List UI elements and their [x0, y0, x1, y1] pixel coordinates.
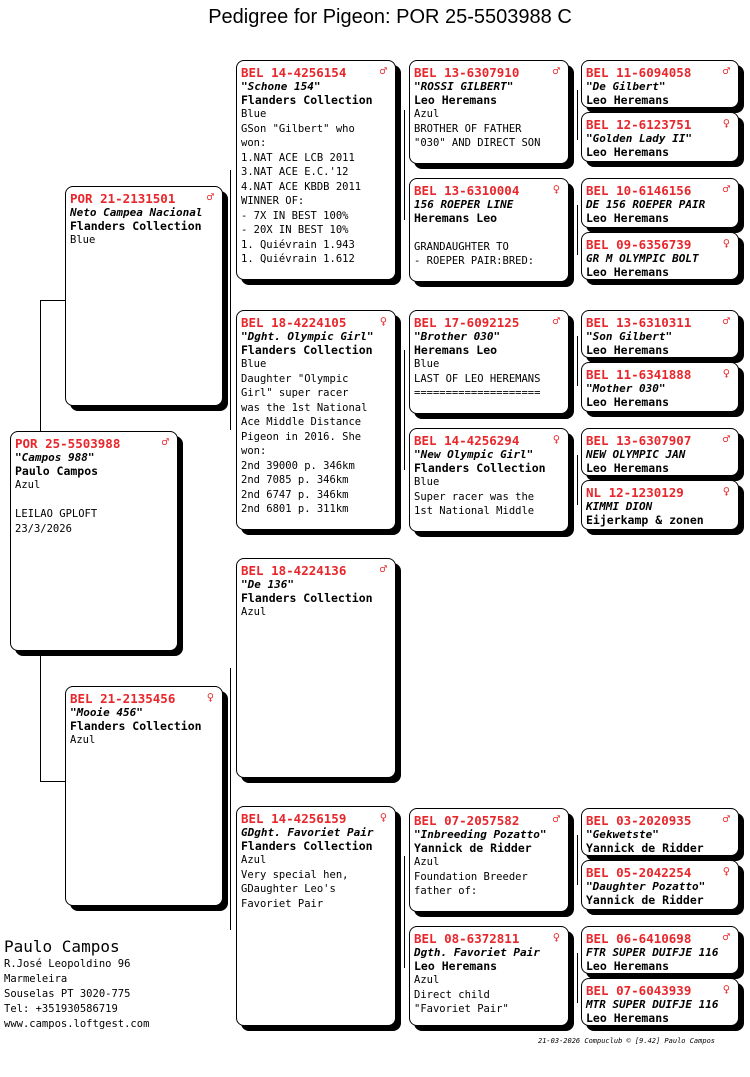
sds-card[interactable]	[409, 310, 569, 414]
ring-number: BEL 13-6310004	[414, 183, 520, 198]
info-line: 4.NAT ACE KBDB 2011	[241, 180, 362, 193]
owner-name: Flanders Collection	[241, 343, 373, 357]
g4-card[interactable]	[581, 926, 739, 974]
male-icon: ♂	[552, 64, 560, 78]
info-line: 1st National Middle	[414, 505, 535, 517]
g4-card[interactable]	[581, 178, 739, 228]
info-line: Blue	[414, 358, 440, 370]
pigeon-name: "Son Gilbert"	[586, 330, 673, 343]
info-line: 2nd 39000 p. 346km	[241, 459, 355, 472]
info-line: Very special hen,	[241, 868, 349, 881]
g4-card[interactable]	[581, 480, 739, 530]
pigeon-name: "Daughter Pozatto"	[586, 880, 706, 893]
info-line: won:	[241, 445, 267, 457]
male-icon: ♂	[722, 432, 730, 446]
connector-line	[577, 455, 578, 505]
pigeon-name: Dgth. Favoriet Pair	[414, 946, 540, 959]
owner-name: Leo Heremans	[414, 93, 498, 107]
female-icon: ♀	[552, 182, 560, 196]
g4-card[interactable]	[581, 112, 739, 162]
owner-name: Leo Heremans	[586, 343, 670, 357]
g4-card[interactable]	[581, 232, 739, 280]
pigeon-name: MTR SUPER DUIFJE 116	[586, 998, 719, 1011]
male-icon: ♂	[552, 812, 560, 826]
connector-line	[230, 170, 231, 430]
pigeon-name: KIMMI DION	[586, 500, 653, 513]
info-line: - 7X IN BEST 100%	[241, 209, 349, 222]
ring-number: BEL 14-4256294	[414, 433, 520, 448]
ring-number: BEL 18-4224136	[241, 563, 347, 578]
owner-name: Paulo Campos	[15, 464, 99, 478]
owner-name: Leo Heremans	[586, 1011, 670, 1025]
male-icon: ♂	[722, 182, 730, 196]
connector-line	[404, 856, 405, 968]
female-icon: ♀	[379, 810, 387, 824]
female-icon: ♀	[722, 236, 730, 250]
dam-sire-card[interactable]	[236, 558, 396, 778]
pigeon-name: "Inbreeding Pozatto"	[414, 828, 547, 841]
ring-number: BEL 07-6043939	[586, 983, 692, 998]
sdd-card[interactable]	[409, 428, 569, 532]
info-line: Azul	[241, 854, 267, 866]
ring-number: NL 12-1230129	[586, 485, 684, 500]
info-line: - ROEPER PAIR:BRED:	[414, 255, 535, 267]
ring-number: BEL 11-6341888	[586, 367, 692, 382]
male-icon: ♂	[161, 435, 169, 449]
footer-text: 21-03-2026 Compuclub © [9.42] Paulo Campos	[538, 1037, 716, 1045]
female-icon: ♀	[206, 690, 214, 704]
owner-name: Yannick de Ridder	[586, 893, 704, 907]
male-icon: ♂	[552, 314, 560, 328]
dds-card[interactable]	[409, 808, 569, 912]
pigeon-name: DE 156 ROEPER PAIR	[586, 198, 706, 211]
female-icon: ♀	[722, 982, 730, 996]
ring-number: BEL 09-6356739	[586, 237, 692, 252]
owner-name: Flanders Collection	[241, 93, 373, 107]
pigeon-name: Neto Campea Nacional	[70, 206, 203, 219]
female-icon: ♀	[722, 864, 730, 878]
pigeon-name: "De 136"	[241, 578, 294, 591]
ring-number: BEL 10-6146156	[586, 183, 692, 198]
owner-name: Leo Heremans	[586, 265, 670, 279]
pigeon-name: "Campos 988"	[15, 451, 95, 464]
info-line: 1. Quiévrain 1.612	[241, 253, 355, 265]
connector-line	[40, 300, 65, 301]
page-title: Pedigree for Pigeon: POR 25-5503988 C	[208, 6, 572, 28]
info-line: father of:	[414, 885, 478, 897]
breeder-info	[4, 937, 149, 1032]
owner-name: Yannick de Ridder	[414, 841, 532, 855]
info-line: Azul	[70, 734, 96, 746]
pigeon-name: FTR SUPER DUIFJE 116	[586, 946, 719, 959]
female-icon: ♀	[722, 484, 730, 498]
ring-number: BEL 12-6123751	[586, 117, 692, 132]
info-line: LEILAO GPLOFT	[15, 508, 98, 520]
info-line: 1. Quiévrain 1.943	[241, 238, 355, 251]
ring-number: BEL 21-2135456	[70, 691, 176, 706]
subject-card[interactable]	[10, 431, 178, 651]
male-icon: ♂	[379, 64, 387, 78]
info-line: Pigeon in 2016. She	[241, 430, 362, 443]
ring-number: BEL 17-6092125	[414, 315, 520, 330]
info-line: Azul	[414, 856, 440, 868]
info-line: Ace Middle Distance	[241, 416, 362, 428]
connector-line	[577, 835, 578, 885]
sss-card[interactable]	[409, 60, 569, 164]
owner-name: Heremans Leo	[414, 343, 498, 357]
info-line	[414, 225, 564, 240]
info-line: LAST OF LEO HEREMANS	[414, 372, 541, 385]
owner-name: Flanders Collection	[414, 461, 546, 475]
ring-number: POR 21-2131501	[70, 191, 176, 206]
info-line: 1.NAT ACE LCB 2011	[241, 151, 355, 164]
pigeon-name: GR M OLYMPIC BOLT	[586, 252, 699, 265]
g4-card[interactable]	[581, 60, 739, 108]
info-line: 2nd 7085 p. 346km	[241, 474, 349, 486]
pigeon-name: "Mother 030"	[586, 382, 666, 395]
male-icon: ♂	[206, 190, 214, 204]
pigeon-name: NEW OLYMPIC JAN	[586, 448, 686, 461]
owner-name: Heremans Leo	[414, 211, 498, 225]
info-line: ====================	[414, 387, 541, 399]
breeder-name: Paulo Campos	[4, 937, 120, 956]
ssd-card[interactable]	[409, 178, 569, 282]
info-line: GDaughter Leo's	[241, 883, 336, 895]
info-line: Daughter "Olympic	[241, 372, 349, 385]
g4-card[interactable]	[581, 428, 739, 476]
ring-number: POR 25-5503988	[15, 436, 121, 451]
breeder-website[interactable]: www.campos.loftgest.com	[4, 1018, 150, 1030]
female-icon: ♀	[722, 116, 730, 130]
male-icon: ♂	[722, 930, 730, 944]
info-line: 2nd 6801 p. 311km	[241, 503, 349, 515]
info-line: Azul	[15, 479, 41, 491]
male-icon: ♂	[722, 314, 730, 328]
breeder-address: Souselas PT 3020-775	[4, 988, 131, 1000]
g4-card[interactable]	[581, 978, 739, 1026]
owner-name: Leo Heremans	[586, 145, 670, 159]
dam-card[interactable]	[65, 686, 223, 906]
g4-card[interactable]	[581, 362, 739, 412]
info-line: Blue	[241, 358, 267, 370]
owner-name: Flanders Collection	[70, 719, 202, 733]
pigeon-name: "Gekwetste"	[586, 828, 659, 841]
connector-line	[230, 668, 231, 930]
info-line: Direct child	[414, 988, 490, 1001]
owner-name: Leo Heremans	[586, 211, 670, 225]
g4-card[interactable]	[581, 860, 739, 910]
connector-line	[577, 205, 578, 255]
owner-name: Flanders Collection	[241, 839, 373, 853]
male-icon: ♂	[722, 812, 730, 826]
connector-line	[577, 953, 578, 1003]
owner-name: Eijerkamp & zonen	[586, 513, 704, 527]
pigeon-name: "Schone 154"	[241, 80, 321, 93]
pigeon-name: "Golden Lady II"	[586, 132, 692, 145]
ring-number: BEL 08-6372811	[414, 931, 520, 946]
female-icon: ♀	[552, 930, 560, 944]
info-line: Favoriet Pair	[241, 897, 324, 910]
female-icon: ♀	[722, 366, 730, 380]
ring-number: BEL 13-6310311	[586, 315, 692, 330]
pigeon-name: 156 ROEPER LINE	[414, 198, 514, 211]
ring-number: BEL 13-6307907	[586, 433, 692, 448]
ring-number: BEL 14-4256159	[241, 811, 347, 826]
info-line: Azul	[414, 108, 440, 120]
ring-number: BEL 06-6410698	[586, 931, 692, 946]
info-line: "030" AND DIRECT SON	[414, 137, 541, 149]
ring-number: BEL 14-4256154	[241, 65, 347, 80]
female-icon: ♀	[552, 432, 560, 446]
breeder-phone: Tel: +351930586719	[4, 1003, 118, 1015]
owner-name: Flanders Collection	[70, 219, 202, 233]
info-line: "Favoriet Pair"	[414, 1003, 509, 1015]
g4-card[interactable]	[581, 808, 739, 856]
info-line: Foundation Breeder	[414, 870, 528, 883]
info-line: Super racer was the	[414, 490, 535, 503]
info-line: Azul	[241, 606, 267, 618]
dam-dam-card[interactable]	[236, 806, 396, 1026]
male-icon: ♂	[379, 562, 387, 576]
pigeon-name: "De Gilbert"	[586, 80, 666, 93]
info-line: Blue	[414, 476, 440, 488]
connector-line	[404, 110, 405, 220]
pigeon-name: "ROSSI GILBERT"	[414, 80, 514, 93]
info-line: 23/3/2026	[15, 522, 72, 535]
info-line: Blue	[241, 108, 267, 120]
connector-line	[577, 336, 578, 386]
breeder-address: Marmeleira	[4, 973, 68, 985]
info-line: GSon "Gilbert" who	[241, 122, 355, 135]
info-line: WINNER OF:	[241, 195, 305, 207]
ring-number: BEL 07-2057582	[414, 813, 520, 828]
ring-number: BEL 11-6094058	[586, 65, 692, 80]
ring-number: BEL 13-6307910	[414, 65, 520, 80]
owner-name: Leo Heremans	[586, 93, 670, 107]
owner-name: Flanders Collection	[241, 591, 373, 605]
male-icon: ♂	[722, 64, 730, 78]
owner-name: Leo Heremans	[586, 959, 670, 973]
connector-line	[404, 350, 405, 470]
info-line: - 20X IN BEST 10%	[241, 224, 349, 236]
ring-number: BEL 05-2042254	[586, 865, 692, 880]
connector-line	[40, 781, 65, 782]
pigeon-name: "Mooie 456"	[70, 706, 143, 719]
info-line: Azul	[414, 974, 440, 986]
info-line: BROTHER OF FATHER	[414, 122, 522, 135]
pigeon-name: GDght. Favoriet Pair	[241, 826, 374, 839]
pigeon-name: "Brother 030"	[414, 330, 501, 343]
info-line: GRANDAUGHTER TO	[414, 240, 509, 253]
breeder-address: R.José Leopoldino 96	[4, 958, 131, 970]
info-line: was the 1st National	[241, 401, 368, 414]
pigeon-name: "New Olympic Girl"	[414, 448, 534, 461]
ring-number: BEL 03-2020935	[586, 813, 692, 828]
info-line: 2nd 6747 p. 346km	[241, 488, 349, 501]
pigeon-name: "Dght. Olympic Girl"	[241, 330, 374, 343]
sire-sire-card[interactable]	[236, 60, 396, 280]
owner-name: Leo Heremans	[586, 461, 670, 475]
owner-name: Leo Heremans	[414, 959, 498, 973]
connector-line	[577, 90, 578, 140]
ring-number: BEL 18-4224105	[241, 315, 347, 330]
info-line: Blue	[70, 234, 96, 246]
ddd-card[interactable]	[409, 926, 569, 1026]
info-line	[15, 493, 173, 508]
info-line: won:	[241, 137, 267, 149]
sire-dam-card[interactable]	[236, 310, 396, 530]
female-icon: ♀	[379, 314, 387, 328]
info-line: Girl" super racer	[241, 387, 349, 399]
info-line: 3.NAT ACE E.C.'12	[241, 166, 349, 178]
g4-card[interactable]	[581, 310, 739, 358]
sire-card[interactable]	[65, 186, 223, 406]
owner-name: Yannick de Ridder	[586, 841, 704, 855]
owner-name: Leo Heremans	[586, 395, 670, 409]
